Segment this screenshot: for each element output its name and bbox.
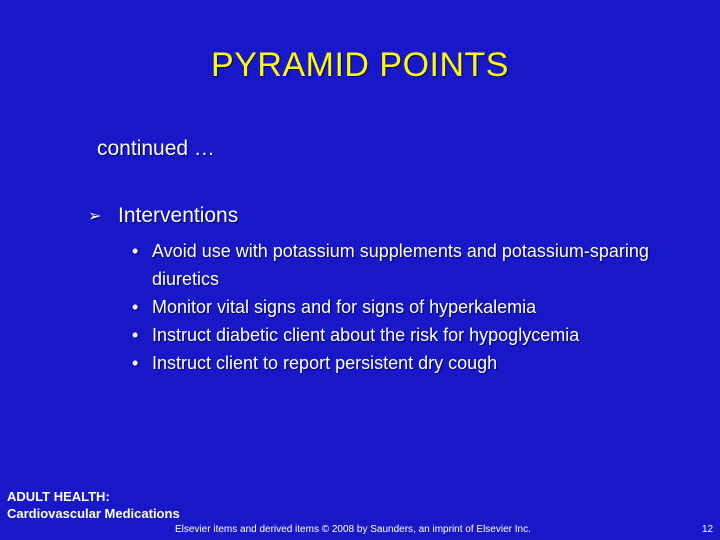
list-item [132,349,652,377]
list-item [132,237,652,293]
list-item-text: Instruct diabetic client about the risk for hypoglycemia [152,325,580,345]
arrow-bullet-icon: ➢ [88,208,102,225]
list-item [132,293,652,321]
bullet-icon: • [132,353,139,373]
continued-label: continued … [97,137,215,160]
footer-category-line1: ADULT HEALTH: [7,489,110,504]
footer-category [7,488,180,522]
list-item-text: Monitor vital signs and for signs of hyperkalemia [152,297,537,317]
list-item-text: Instruct client to report persistent dry cough [152,353,498,373]
list-item-text: Avoid use with potassium supplements and potassium-sparing diuretics [152,241,649,289]
page-number: 12 [702,524,714,535]
intervention-list [132,237,652,377]
slide-title: PYRAMID POINTS [211,46,509,84]
section-heading [88,204,238,228]
bullet-icon: • [132,297,139,317]
bullet-icon: • [132,325,139,345]
section-heading-label: Interventions [118,204,239,227]
footer-copyright: Elsevier items and derived items © 2008 by Saunders, an imprint of Elsevier Inc. [175,524,531,535]
footer-category-line2: Cardiovascular Medications [7,506,180,521]
list-item [132,321,652,349]
bullet-icon: • [132,241,139,261]
